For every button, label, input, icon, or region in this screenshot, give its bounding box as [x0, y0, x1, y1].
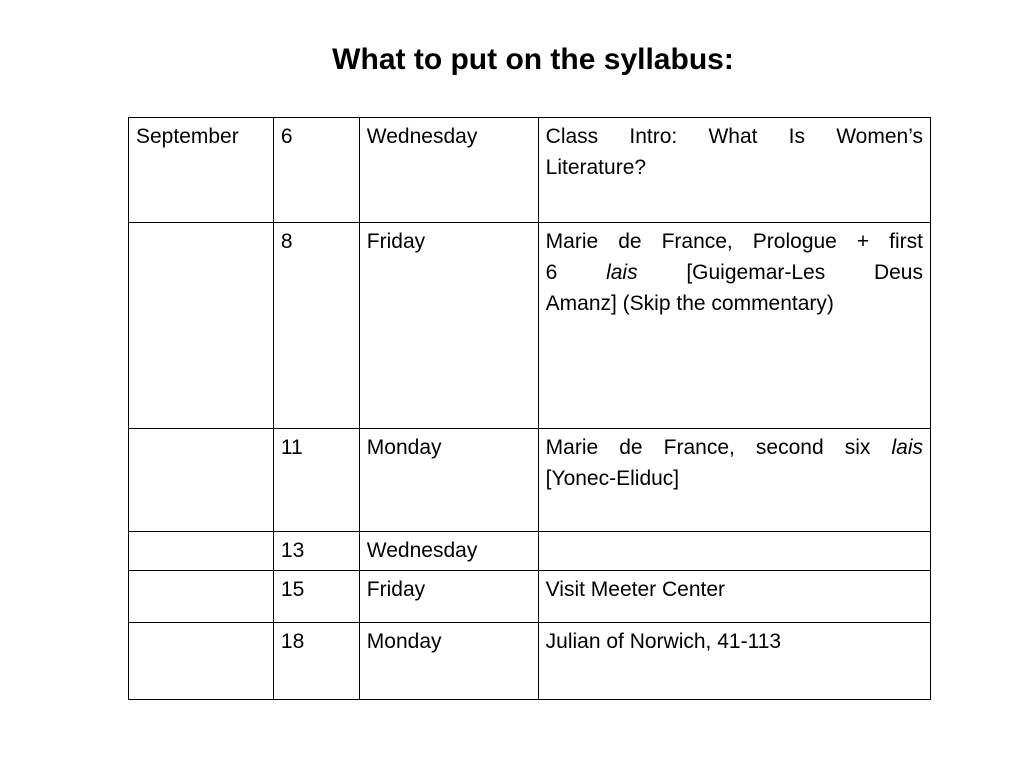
month-cell — [129, 532, 274, 571]
topic-line: Class Intro: What Is Women’s — [545, 125, 923, 148]
day-cell: 13 — [273, 532, 359, 571]
table-row — [129, 571, 931, 623]
topic-word: Deus — [873, 261, 923, 284]
weekday-cell: Friday — [359, 571, 538, 623]
weekday-cell: Monday — [359, 623, 538, 700]
topic-cell — [538, 532, 930, 571]
month-cell — [129, 223, 274, 429]
topic-word: 6 — [545, 261, 558, 284]
slide-title: What to put on the syllabus: — [332, 43, 734, 76]
topic-line — [546, 257, 923, 288]
topic-cell: Julian of Norwich, 41-113 — [538, 623, 930, 700]
topic-word-italic: lais — [606, 261, 638, 284]
month-cell — [129, 429, 274, 532]
topic-line: [Yonec-Eliduc] — [545, 467, 680, 490]
day-cell: 8 — [273, 223, 359, 429]
topic-word: [Guigemar-Les — [686, 261, 826, 284]
table-row — [129, 223, 931, 429]
weekday-cell: Wednesday — [359, 118, 538, 223]
table-row — [129, 118, 931, 223]
weekday-cell: Friday — [359, 223, 538, 429]
weekday-cell: Monday — [359, 429, 538, 532]
day-cell: 18 — [273, 623, 359, 700]
day-cell: 6 — [273, 118, 359, 223]
table-row — [129, 429, 931, 532]
topic-cell: Visit Meeter Center — [538, 571, 930, 623]
topic-cell — [538, 118, 930, 223]
topic-cell — [538, 429, 930, 532]
day-cell: 15 — [273, 571, 359, 623]
topic-line: Literature? — [545, 156, 647, 179]
topic-text: Marie de France, second six — [545, 436, 871, 459]
table-row — [129, 532, 931, 571]
topic-line: Amanz] (Skip the commentary) — [545, 292, 834, 315]
table-row — [129, 623, 931, 700]
topic-cell — [538, 223, 930, 429]
schedule-table — [128, 117, 931, 700]
month-cell — [129, 571, 274, 623]
weekday-cell: Wednesday — [359, 532, 538, 571]
month-cell: September — [129, 118, 274, 223]
topic-line — [546, 432, 923, 463]
month-cell — [129, 623, 274, 700]
topic-word-italic: lais — [891, 436, 923, 459]
topic-line: Marie de France, Prologue + first — [545, 230, 923, 253]
day-cell: 11 — [273, 429, 359, 532]
